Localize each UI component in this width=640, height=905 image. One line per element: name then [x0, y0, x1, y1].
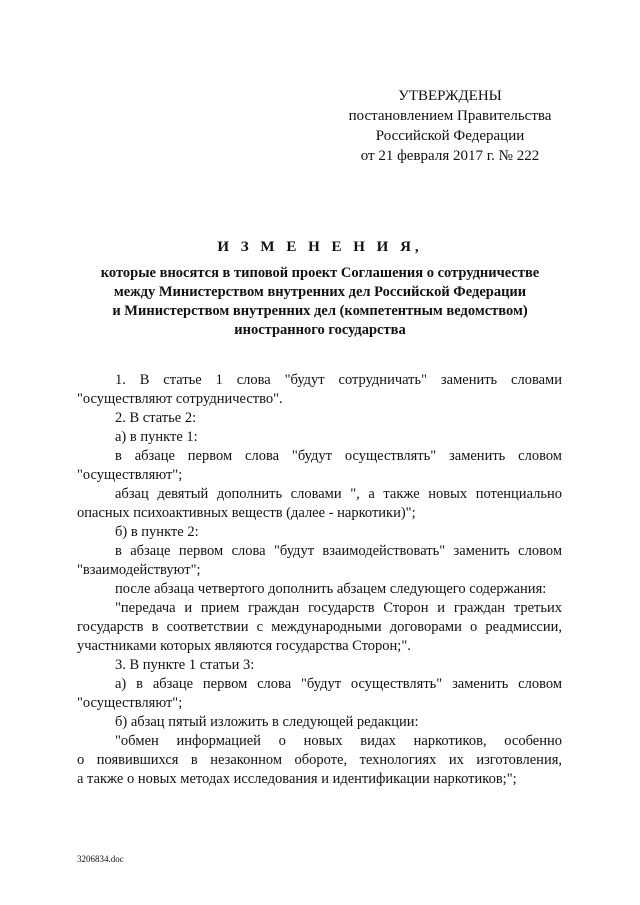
- paragraph-line: о появившихся в незаконном обороте, технологиях их изготовления,: [77, 752, 562, 768]
- paragraph-line: государств в соответствии с международными договорами о реадмиссии,: [77, 619, 562, 635]
- paragraph-line: "передача и прием граждан государств Сторон и граждан третьих: [115, 600, 562, 616]
- heading-subtitle-line: между Министерством внутренних дел Российской Федерации: [113, 284, 527, 300]
- approval-line-2: постановлением Правительства: [348, 108, 552, 124]
- paragraph-line: "осуществляют сотрудничество".: [77, 391, 283, 407]
- approval-date-number: от 21 февраля 2017 г. № 222: [360, 148, 540, 164]
- body-paragraph: [77, 371, 562, 409]
- paragraph-line: а) в абзаце первом слова "будут осуществлять" заменить словом: [115, 676, 562, 692]
- paragraph-line: "осуществляют";: [77, 467, 183, 483]
- body-paragraph: [77, 542, 562, 580]
- approval-line-3: Российской Федерации: [375, 128, 525, 144]
- paragraph-line: в абзаце первом слова "будут взаимодействовать" заменить словом: [115, 543, 562, 559]
- heading-subtitle-line: и Министерством внутренних дел (компетентным ведомством): [112, 303, 528, 319]
- paragraph-line: 2. В статье 2:: [115, 410, 197, 426]
- body-paragraph: [77, 599, 562, 656]
- body-paragraph: [77, 656, 562, 675]
- paragraph-line: после абзаца четвертого дополнить абзацем следующего содержания:: [115, 581, 547, 597]
- body-paragraph: [77, 485, 562, 523]
- file-name-footer: 3206834.doc: [77, 854, 124, 864]
- body-paragraph: [77, 713, 562, 732]
- body-paragraph: [77, 447, 562, 485]
- paragraph-line: абзац девятый дополнить словами ", а также новых потенциально: [115, 486, 562, 502]
- paragraph-line: б) абзац пятый изложить в следующей редакции:: [115, 714, 419, 730]
- paragraph-line: опасных психоактивных веществ (далее - наркотики)";: [77, 505, 416, 521]
- document-title: И З М Е Н Е Н И Я,: [217, 239, 423, 255]
- approval-block: [330, 86, 570, 166]
- paragraph-line: 1. В статье 1 слова "будут сотрудничать" заменить словами: [115, 372, 562, 388]
- body-paragraph: [77, 580, 562, 599]
- heading-subtitle-line: иностранного государства: [234, 322, 406, 338]
- paragraph-line: 3. В пункте 1 статьи 3:: [115, 657, 255, 673]
- paragraph-line: в абзаце первом слова "будут осуществлять" заменить словом: [115, 448, 562, 464]
- body-paragraph: [77, 523, 562, 542]
- paragraph-line: а также о новых методах исследования и идентификации наркотиков;";: [77, 771, 517, 787]
- paragraph-line: "осуществляют";: [77, 695, 183, 711]
- paragraph-line: участниками которых являются государства Сторон;".: [77, 638, 411, 654]
- body-paragraph: [77, 675, 562, 713]
- heading-subtitle-line: которые вносятся в типовой проект Соглашения о сотрудничестве: [100, 265, 540, 281]
- body-paragraph: [77, 732, 562, 789]
- document-heading: [70, 237, 570, 340]
- body-paragraph: [77, 428, 562, 447]
- paragraph-line: а) в пункте 1:: [115, 429, 198, 445]
- document-body: [77, 371, 562, 789]
- body-paragraph: [77, 409, 562, 428]
- approval-title: УТВЕРЖДЕНЫ: [398, 88, 502, 104]
- paragraph-line: б) в пункте 2:: [115, 524, 199, 540]
- paragraph-line: "взаимодействуют";: [77, 562, 201, 578]
- paragraph-line: "обмен информацией о новых видах наркотиков, особенно: [115, 733, 562, 749]
